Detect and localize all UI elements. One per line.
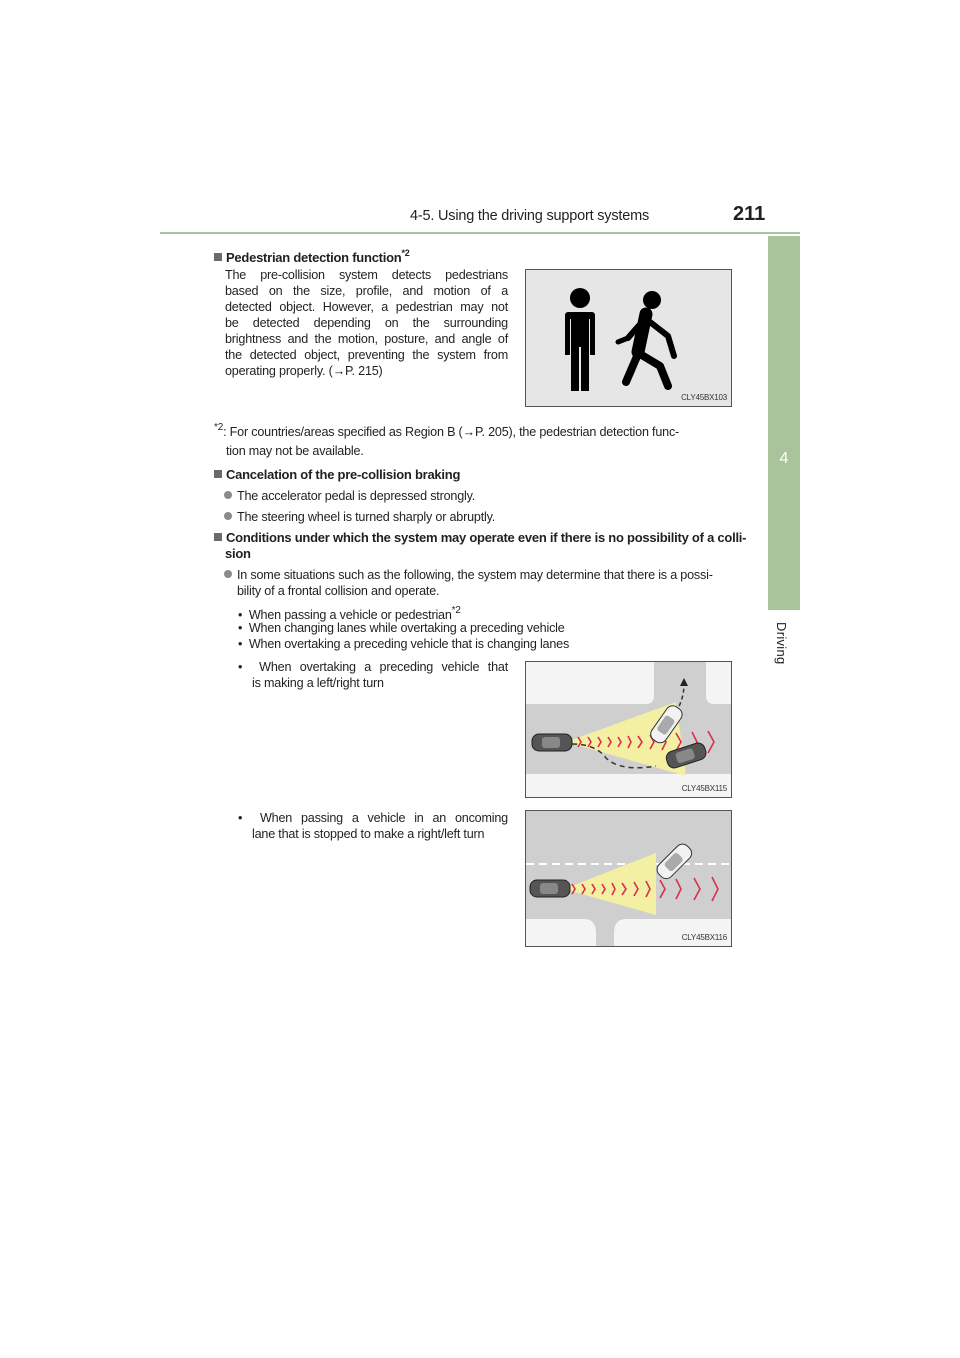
pedestrian-heading: Pedestrian detection function$^{*2}$ [214,245,410,266]
conditions-intro: In some situations such as the following, the system may determine that there is a possi- bility of a frontal collision and operate. [224,567,754,599]
condition-item: • When passing a vehicle or pedestrian$^{*2}$ [238,605,461,622]
standing-person-icon [565,288,595,391]
square-bullet-icon [214,470,222,478]
figure-code: CLY45BX103 [681,393,727,402]
chapter-label: Driving [774,622,789,665]
car-icon [532,734,572,751]
section-title: 4-5. Using the driving support systems [410,208,650,224]
figure-code: CLY45BX116 [681,933,727,942]
turning-vehicle-figure [525,661,732,798]
square-bullet-icon [214,533,222,541]
pedestrian-illustration [526,270,732,407]
footnote-ref: *2 [401,248,410,258]
car-icon [530,880,570,897]
circle-bullet-icon [224,512,232,520]
chapter-number: 4 [779,450,789,467]
circle-bullet-icon [224,491,232,499]
pedestrian-paragraph: The pre-collision system detects pedestrians based on the size, profile, and motion of a detected object. However, a pedestrian may not be detected depending on the surrounding brightness and the motion, posture, and angle of the detected object, preventing the system from operating properly. (→P. 215) [225,268,508,378]
circle-bullet-icon [224,570,232,578]
header-divider [160,232,800,234]
footnote-continued: tion may not be available. [226,444,364,458]
oncoming-vehicle-illustration [526,811,732,947]
condition-item: • When passing a vehicle in an oncoming lane that is stopped to make a right/left turn [238,811,508,841]
chapter-tab [768,236,800,610]
footnote: $^{*2}$: For countries/areas specified as Region B (→P. 205), the pedestrian detection func- [214,422,680,439]
square-bullet-icon [214,253,222,261]
conditions-heading: Conditions under which the system may operate even if there is no possibility of a colli- sion [214,530,750,562]
cancel-item: The accelerator pedal is depressed strongly. [224,488,475,504]
condition-item: • When overtaking a preceding vehicle that is changing lanes [238,637,570,651]
turning-vehicle-illustration [526,662,732,798]
page-number: 211 [733,203,766,225]
cancel-item: The steering wheel is turned sharply or abruptly. [224,509,495,525]
condition-item: • When overtaking a preceding vehicle that is making a left/right turn [238,660,508,690]
cancelation-heading: Cancelation of the pre-collision braking [214,467,460,483]
pedestrian-figure [525,269,732,407]
walking-person-icon [618,291,674,386]
oncoming-vehicle-figure [525,810,732,947]
figure-code: CLY45BX115 [681,784,727,793]
condition-item: • When changing lanes while overtaking a preceding vehicle [238,621,565,635]
